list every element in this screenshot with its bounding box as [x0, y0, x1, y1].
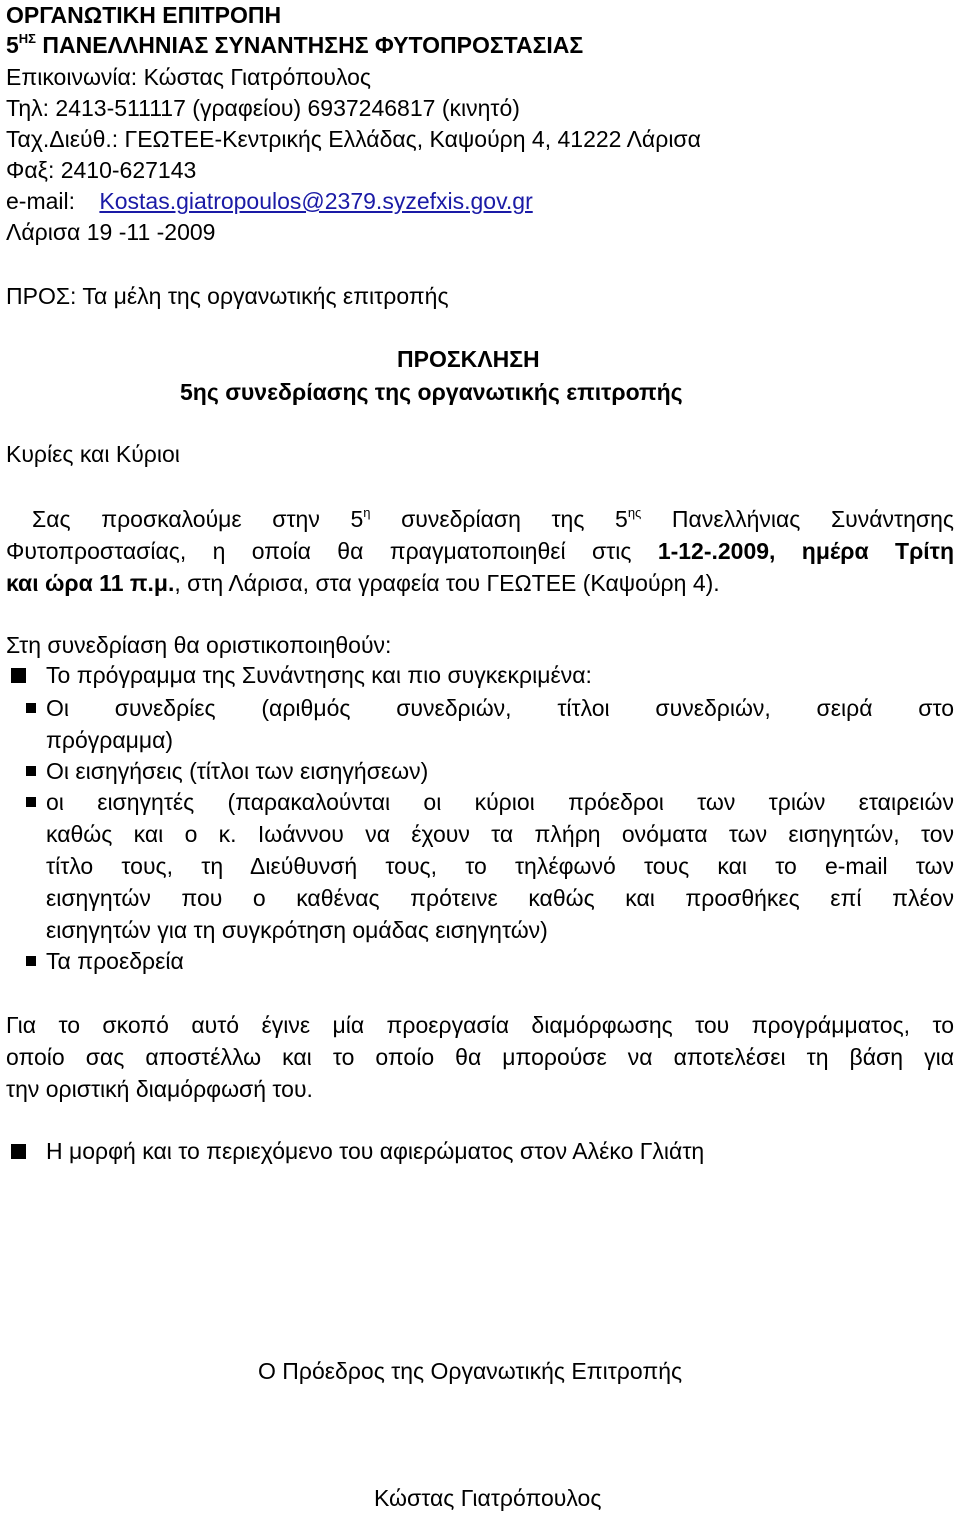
paragraph-line [32, 505, 955, 532]
meeting-title-rest: ΠΑΝΕΛΛΗΝΙΑΣ ΣΥΝΑΝΤΗΣΗΣ ΦΥΤΟΠΡΟΣΤΑΣΙΑΣ [36, 32, 584, 58]
paragraph-line [6, 572, 720, 595]
agenda-intro: Στη συνεδρίαση θα οριστικοποιηθούν: [6, 632, 392, 658]
meeting-title [6, 31, 584, 58]
fax-line: Φαξ: 2410-627143 [6, 157, 197, 183]
agenda-item: Το πρόγραμμα της Συνάντησης και πιο συγκεκριμένα: [46, 662, 592, 688]
agenda-item: Η μορφή και το περιεχόμενο του αφιερώματος στον Αλέκο Γλιάτη [46, 1138, 705, 1164]
text-span: Φυτοπροστασίας, η οποία θα πραγματοποιηθεί στις [6, 538, 658, 564]
paragraph-line: Για το σκοπό αυτό έγινε μία προεργασία διαμόρφωσης του προγράμματος, το [6, 1012, 954, 1038]
email-line [6, 190, 533, 213]
paragraph-line: οποίο σας αποστέλλω και το οποίο θα μπορούσε να αποτελέσει τη βάση για [6, 1044, 954, 1070]
agenda-subitem-cont: εισηγητών που ο καθένας πρότεινε καθώς και προσθήκες επί πλέον [46, 885, 954, 911]
agenda-subitem-cont: τίτλο τους, τη Διεύθυνσή τους, το τηλέφωνό τους και το e-mail των [46, 853, 954, 879]
contact-line: Επικοινωνία: Κώστας Γιατρόπουλος [6, 64, 371, 90]
square-bullet-icon [11, 1144, 26, 1159]
text-span: , στη Λάρισα, στα γραφεία του ΓΕΩΤΕΕ (Καψούρη 4). [174, 570, 720, 596]
agenda-subitem: Οι εισηγήσεις (τίτλοι των εισηγήσεων) [46, 758, 429, 784]
salutation: Κυρίες και Κύριοι [6, 441, 180, 467]
agenda-subitem-cont: εισηγητών για τη συγκρότηση ομάδας εισηγητών) [46, 917, 548, 943]
meeting-number: 5 [6, 32, 19, 58]
paragraph-line: την οριστική διαμόρφωσή του. [6, 1076, 313, 1102]
text-span: συνεδρίαση της 5 [370, 506, 628, 532]
email-link[interactable]: Kostas.giatropoulos@2379.syzefxis.gov.gr [99, 188, 533, 214]
small-square-bullet-icon [26, 797, 36, 807]
meeting-time: και ώρα 11 π.μ. [6, 570, 175, 596]
square-bullet-icon [11, 668, 26, 683]
agenda-subitem-cont: πρόγραμμα) [46, 727, 174, 753]
signature-role: Ο Πρόεδρος της Οργανωτικής Επιτροπής [258, 1358, 683, 1384]
date-line: Λάρισα 19 -11 -2009 [6, 219, 216, 245]
text-span: Πανελλήνιας Συνάντησης [641, 506, 955, 532]
small-square-bullet-icon [26, 956, 36, 966]
phone-line: Τηλ: 2413-511117 (γραφείου) 6937246817 (κινητό) [6, 95, 520, 121]
agenda-subitem: οι εισηγητές (παρακαλούνται οι κύριοι πρόεδροι των τριών εταιρειών [46, 789, 954, 815]
paragraph-line [6, 540, 954, 563]
address-line: Ταχ.Διεύθ.: ΓΕΩΤΕΕ-Κεντρικής Ελλάδας, Καψούρη 4, 41222 Λάρισα [6, 126, 701, 152]
small-square-bullet-icon [26, 703, 36, 713]
agenda-subitem-cont: καθώς και ο κ. Ιωάννου να έχουν τα πλήρη ονόματα των εισηγητών, τον [46, 821, 954, 847]
superscript: η [363, 505, 371, 520]
org-title: ΟΡΓΑΝΩΤΙΚΗ ΕΠΙΤΡΟΠΗ [6, 2, 282, 28]
invitation-subtitle: 5ης συνεδρίασης της οργανωτικής επιτροπής [180, 379, 683, 405]
signature-name: Κώστας Γιατρόπουλος [374, 1485, 602, 1511]
superscript: ης [627, 505, 642, 520]
small-square-bullet-icon [26, 766, 36, 776]
text-span: Σας προσκαλούμε στην 5 [32, 506, 364, 532]
agenda-subitem: Οι συνεδρίες (αριθμός συνεδριών, τίτλοι συνεδριών, σειρά στο [46, 695, 954, 721]
meeting-date: 1-12-.2009, ημέρα Τρίτη [657, 538, 954, 564]
recipient-line: ΠΡΟΣ: Τα μέλη της οργανωτικής επιτροπής [6, 283, 449, 309]
email-label: e-mail: [6, 188, 82, 214]
meeting-superscript: ΗΣ [18, 31, 36, 46]
invitation-title: ΠΡΟΣΚΛΗΣΗ [397, 346, 540, 372]
agenda-subitem: Τα προεδρεία [46, 948, 184, 974]
